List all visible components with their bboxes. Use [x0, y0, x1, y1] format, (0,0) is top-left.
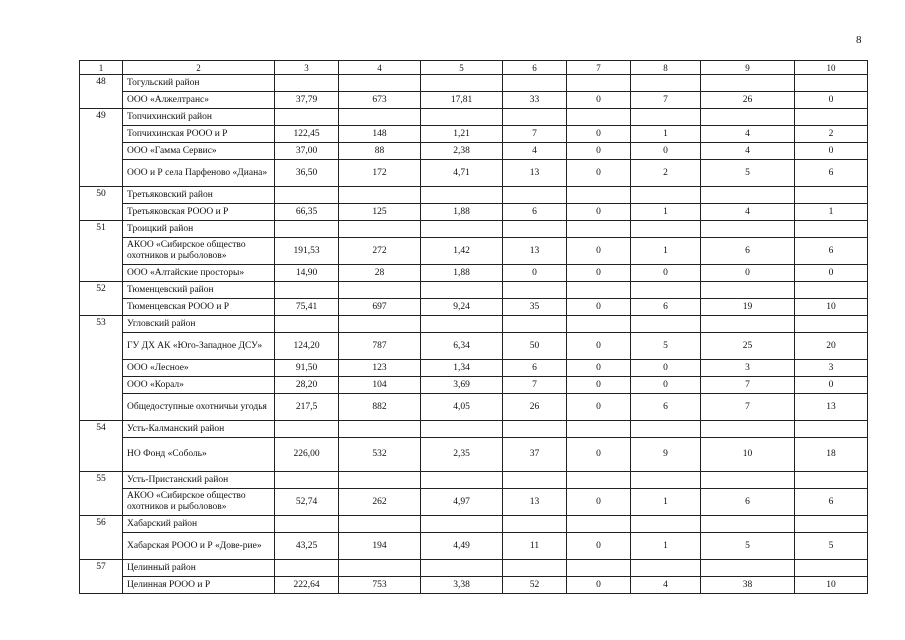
page-number: 8 [856, 34, 862, 46]
organization-name: ООО «Гамма Сервис» [123, 143, 275, 160]
organization-name: Тюменцевская РООО и Р [123, 299, 275, 316]
empty-cell [795, 75, 868, 92]
empty-cell [421, 516, 503, 533]
empty-cell [795, 316, 868, 333]
row-number: 48 [80, 75, 123, 109]
value-cell: 0 [567, 360, 631, 377]
value-cell: 7 [631, 92, 701, 109]
empty-cell [503, 316, 567, 333]
value-cell: 6 [503, 204, 567, 221]
value-cell: 787 [339, 333, 421, 360]
empty-cell [339, 316, 421, 333]
value-cell: 673 [339, 92, 421, 109]
organization-name: ООО и Р села Парфеново «Диана» [123, 160, 275, 187]
value-cell: 0 [567, 394, 631, 421]
value-cell: 4 [503, 143, 567, 160]
value-cell: 172 [339, 160, 421, 187]
value-cell: 0 [567, 299, 631, 316]
value-cell: 2 [631, 160, 701, 187]
organization-name: АКОО «Сибирское общество охотников и рыболовов» [123, 489, 275, 516]
value-cell: 4,49 [421, 533, 503, 560]
column-header: 6 [503, 61, 567, 75]
empty-cell [631, 282, 701, 299]
value-cell: 697 [339, 299, 421, 316]
hunting-grounds-table [79, 60, 868, 594]
value-cell: 14,90 [275, 265, 339, 282]
empty-cell [339, 560, 421, 577]
value-cell: 6 [631, 394, 701, 421]
empty-cell [567, 421, 631, 438]
organization-name: ООО «Корал» [123, 377, 275, 394]
table-row [80, 204, 868, 221]
value-cell: 4 [701, 204, 795, 221]
organization-name: ООО «Алжелтранс» [123, 92, 275, 109]
value-cell: 1 [631, 238, 701, 265]
value-cell: 13 [503, 160, 567, 187]
organization-name: НО Фонд «Соболь» [123, 438, 275, 472]
district-row [80, 187, 868, 204]
value-cell: 52,74 [275, 489, 339, 516]
value-cell: 38 [701, 577, 795, 594]
column-header: 4 [339, 61, 421, 75]
empty-cell [503, 109, 567, 126]
empty-cell [421, 109, 503, 126]
value-cell: 1 [631, 204, 701, 221]
value-cell: 6 [701, 489, 795, 516]
organization-name: ООО «Алтайские просторы» [123, 265, 275, 282]
table-row [80, 126, 868, 143]
value-cell: 0 [567, 533, 631, 560]
value-cell: 0 [567, 92, 631, 109]
empty-cell [275, 221, 339, 238]
row-number: 52 [80, 282, 123, 316]
value-cell: 7 [503, 377, 567, 394]
column-header: 2 [123, 61, 275, 75]
value-cell: 20 [795, 333, 868, 360]
table-row [80, 577, 868, 594]
value-cell: 3 [795, 360, 868, 377]
empty-cell [503, 282, 567, 299]
district-row [80, 75, 868, 92]
value-cell: 4,71 [421, 160, 503, 187]
value-cell: 1 [795, 204, 868, 221]
value-cell: 0 [567, 238, 631, 265]
value-cell: 7 [701, 394, 795, 421]
empty-cell [275, 109, 339, 126]
value-cell: 37,00 [275, 143, 339, 160]
empty-cell [275, 282, 339, 299]
empty-cell [701, 75, 795, 92]
value-cell: 1 [631, 489, 701, 516]
value-cell: 123 [339, 360, 421, 377]
value-cell: 26 [701, 92, 795, 109]
empty-cell [421, 282, 503, 299]
empty-cell [275, 472, 339, 489]
empty-cell [421, 472, 503, 489]
empty-cell [567, 109, 631, 126]
value-cell: 191,53 [275, 238, 339, 265]
empty-cell [795, 187, 868, 204]
value-cell: 122,45 [275, 126, 339, 143]
empty-cell [275, 560, 339, 577]
value-cell: 17,81 [421, 92, 503, 109]
empty-cell [795, 516, 868, 533]
value-cell: 0 [567, 489, 631, 516]
empty-cell [795, 421, 868, 438]
value-cell: 6 [631, 299, 701, 316]
empty-cell [567, 472, 631, 489]
column-header: 8 [631, 61, 701, 75]
row-number: 51 [80, 221, 123, 282]
value-cell: 148 [339, 126, 421, 143]
empty-cell [275, 516, 339, 533]
empty-cell [503, 421, 567, 438]
value-cell: 217,5 [275, 394, 339, 421]
district-name: Троицкий район [123, 221, 275, 238]
district-name: Угловский район [123, 316, 275, 333]
organization-name: ООО «Лесное» [123, 360, 275, 377]
table-row [80, 438, 868, 472]
value-cell: 5 [631, 333, 701, 360]
value-cell: 4 [631, 577, 701, 594]
value-cell: 91,50 [275, 360, 339, 377]
value-cell: 37,79 [275, 92, 339, 109]
organization-name: Целинная РООО и Р [123, 577, 275, 594]
header-row [80, 61, 868, 75]
value-cell: 1 [631, 533, 701, 560]
value-cell: 13 [503, 238, 567, 265]
value-cell: 0 [567, 265, 631, 282]
empty-cell [567, 516, 631, 533]
value-cell: 6 [701, 238, 795, 265]
value-cell: 10 [795, 577, 868, 594]
value-cell: 125 [339, 204, 421, 221]
district-row [80, 282, 868, 299]
value-cell: 33 [503, 92, 567, 109]
row-number: 55 [80, 472, 123, 516]
value-cell: 25 [701, 333, 795, 360]
value-cell: 0 [795, 265, 868, 282]
empty-cell [631, 516, 701, 533]
value-cell: 13 [795, 394, 868, 421]
empty-cell [421, 560, 503, 577]
column-header: 10 [795, 61, 868, 75]
value-cell: 10 [795, 299, 868, 316]
district-row [80, 109, 868, 126]
empty-cell [339, 282, 421, 299]
district-name: Целинный район [123, 560, 275, 577]
district-row [80, 421, 868, 438]
value-cell: 4 [701, 126, 795, 143]
value-cell: 0 [795, 92, 868, 109]
empty-cell [567, 75, 631, 92]
value-cell: 0 [701, 265, 795, 282]
column-header: 5 [421, 61, 503, 75]
organization-name: Общедоступные охотничьи угодья [123, 394, 275, 421]
value-cell: 4,97 [421, 489, 503, 516]
column-header: 7 [567, 61, 631, 75]
empty-cell [421, 316, 503, 333]
table-row [80, 143, 868, 160]
value-cell: 0 [631, 143, 701, 160]
district-name: Топчихинский район [123, 109, 275, 126]
empty-cell [631, 221, 701, 238]
value-cell: 226,00 [275, 438, 339, 472]
value-cell: 1,34 [421, 360, 503, 377]
value-cell: 7 [701, 377, 795, 394]
empty-cell [503, 75, 567, 92]
value-cell: 272 [339, 238, 421, 265]
table-row [80, 360, 868, 377]
district-name: Тюменцевский район [123, 282, 275, 299]
empty-cell [795, 282, 868, 299]
row-number: 57 [80, 560, 123, 594]
empty-cell [503, 516, 567, 533]
organization-name: Третьяковская РООО и Р [123, 204, 275, 221]
table-row [80, 92, 868, 109]
table-row [80, 333, 868, 360]
empty-cell [701, 282, 795, 299]
column-header: 9 [701, 61, 795, 75]
value-cell: 50 [503, 333, 567, 360]
district-name: Хабарский район [123, 516, 275, 533]
table-row [80, 394, 868, 421]
value-cell: 0 [567, 204, 631, 221]
value-cell: 1,21 [421, 126, 503, 143]
table-row [80, 265, 868, 282]
empty-cell [567, 187, 631, 204]
organization-name: ГУ ДХ АК «Юго-Западное ДСУ» [123, 333, 275, 360]
value-cell: 3 [701, 360, 795, 377]
empty-cell [421, 75, 503, 92]
value-cell: 6 [503, 360, 567, 377]
table-row [80, 299, 868, 316]
empty-cell [567, 221, 631, 238]
empty-cell [631, 187, 701, 204]
column-header: 1 [80, 61, 123, 75]
value-cell: 19 [701, 299, 795, 316]
value-cell: 43,25 [275, 533, 339, 560]
row-number: 56 [80, 516, 123, 560]
value-cell: 88 [339, 143, 421, 160]
value-cell: 104 [339, 377, 421, 394]
value-cell: 4,05 [421, 394, 503, 421]
value-cell: 3,69 [421, 377, 503, 394]
value-cell: 0 [567, 577, 631, 594]
empty-cell [631, 560, 701, 577]
organization-name: Хабарская РООО и Р «Дове-рие» [123, 533, 275, 560]
value-cell: 7 [503, 126, 567, 143]
value-cell: 1,42 [421, 238, 503, 265]
empty-cell [421, 187, 503, 204]
value-cell: 6 [795, 160, 868, 187]
district-row [80, 472, 868, 489]
value-cell: 1,88 [421, 204, 503, 221]
empty-cell [421, 421, 503, 438]
value-cell: 11 [503, 533, 567, 560]
district-name: Третьяковский район [123, 187, 275, 204]
column-header: 3 [275, 61, 339, 75]
district-row [80, 560, 868, 577]
empty-cell [275, 316, 339, 333]
empty-cell [339, 75, 421, 92]
empty-cell [339, 516, 421, 533]
value-cell: 66,35 [275, 204, 339, 221]
value-cell: 6,34 [421, 333, 503, 360]
row-number: 53 [80, 316, 123, 421]
value-cell: 9 [631, 438, 701, 472]
value-cell: 0 [631, 265, 701, 282]
value-cell: 2 [795, 126, 868, 143]
value-cell: 28 [339, 265, 421, 282]
value-cell: 0 [795, 377, 868, 394]
row-number: 54 [80, 421, 123, 472]
empty-cell [275, 187, 339, 204]
value-cell: 2,38 [421, 143, 503, 160]
value-cell: 0 [631, 377, 701, 394]
empty-cell [503, 560, 567, 577]
value-cell: 5 [701, 160, 795, 187]
empty-cell [503, 472, 567, 489]
empty-cell [795, 560, 868, 577]
empty-cell [421, 221, 503, 238]
value-cell: 36,50 [275, 160, 339, 187]
empty-cell [701, 421, 795, 438]
value-cell: 5 [795, 533, 868, 560]
empty-cell [631, 75, 701, 92]
value-cell: 1 [631, 126, 701, 143]
value-cell: 882 [339, 394, 421, 421]
empty-cell [339, 187, 421, 204]
organization-name: Топчихинская РООО и Р [123, 126, 275, 143]
district-name: Тогульский район [123, 75, 275, 92]
district-name: Усть-Калманский район [123, 421, 275, 438]
value-cell: 6 [795, 489, 868, 516]
empty-cell [701, 516, 795, 533]
value-cell: 262 [339, 489, 421, 516]
value-cell: 9,24 [421, 299, 503, 316]
empty-cell [503, 187, 567, 204]
empty-cell [567, 316, 631, 333]
value-cell: 124,20 [275, 333, 339, 360]
value-cell: 0 [567, 377, 631, 394]
table-row [80, 377, 868, 394]
empty-cell [339, 109, 421, 126]
value-cell: 753 [339, 577, 421, 594]
value-cell: 6 [795, 238, 868, 265]
value-cell: 28,20 [275, 377, 339, 394]
value-cell: 0 [631, 360, 701, 377]
empty-cell [631, 316, 701, 333]
value-cell: 26 [503, 394, 567, 421]
value-cell: 5 [701, 533, 795, 560]
value-cell: 0 [567, 333, 631, 360]
value-cell: 0 [567, 438, 631, 472]
value-cell: 35 [503, 299, 567, 316]
value-cell: 10 [701, 438, 795, 472]
value-cell: 222,64 [275, 577, 339, 594]
value-cell: 0 [567, 160, 631, 187]
table-row [80, 533, 868, 560]
value-cell: 0 [795, 143, 868, 160]
row-number: 50 [80, 187, 123, 221]
empty-cell [631, 472, 701, 489]
value-cell: 3,38 [421, 577, 503, 594]
value-cell: 75,41 [275, 299, 339, 316]
value-cell: 18 [795, 438, 868, 472]
value-cell: 52 [503, 577, 567, 594]
empty-cell [701, 316, 795, 333]
empty-cell [567, 560, 631, 577]
empty-cell [631, 109, 701, 126]
empty-cell [701, 472, 795, 489]
value-cell: 1,88 [421, 265, 503, 282]
value-cell: 194 [339, 533, 421, 560]
table-row [80, 238, 868, 265]
value-cell: 2,35 [421, 438, 503, 472]
value-cell: 4 [701, 143, 795, 160]
value-cell: 0 [567, 126, 631, 143]
value-cell: 37 [503, 438, 567, 472]
district-name: Усть-Пристанский район [123, 472, 275, 489]
district-row [80, 316, 868, 333]
empty-cell [275, 421, 339, 438]
table-row [80, 160, 868, 187]
empty-cell [275, 75, 339, 92]
empty-cell [339, 421, 421, 438]
empty-cell [701, 221, 795, 238]
value-cell: 0 [503, 265, 567, 282]
empty-cell [701, 187, 795, 204]
empty-cell [503, 221, 567, 238]
empty-cell [339, 221, 421, 238]
row-number: 49 [80, 109, 123, 187]
organization-name: АКОО «Сибирское общество охотников и рыболовов» [123, 238, 275, 265]
value-cell: 532 [339, 438, 421, 472]
empty-cell [701, 109, 795, 126]
empty-cell [701, 560, 795, 577]
district-row [80, 516, 868, 533]
value-cell: 13 [503, 489, 567, 516]
table-row [80, 489, 868, 516]
empty-cell [631, 421, 701, 438]
empty-cell [795, 221, 868, 238]
value-cell: 0 [567, 143, 631, 160]
district-row [80, 221, 868, 238]
empty-cell [567, 282, 631, 299]
empty-cell [339, 472, 421, 489]
empty-cell [795, 109, 868, 126]
empty-cell [795, 472, 868, 489]
